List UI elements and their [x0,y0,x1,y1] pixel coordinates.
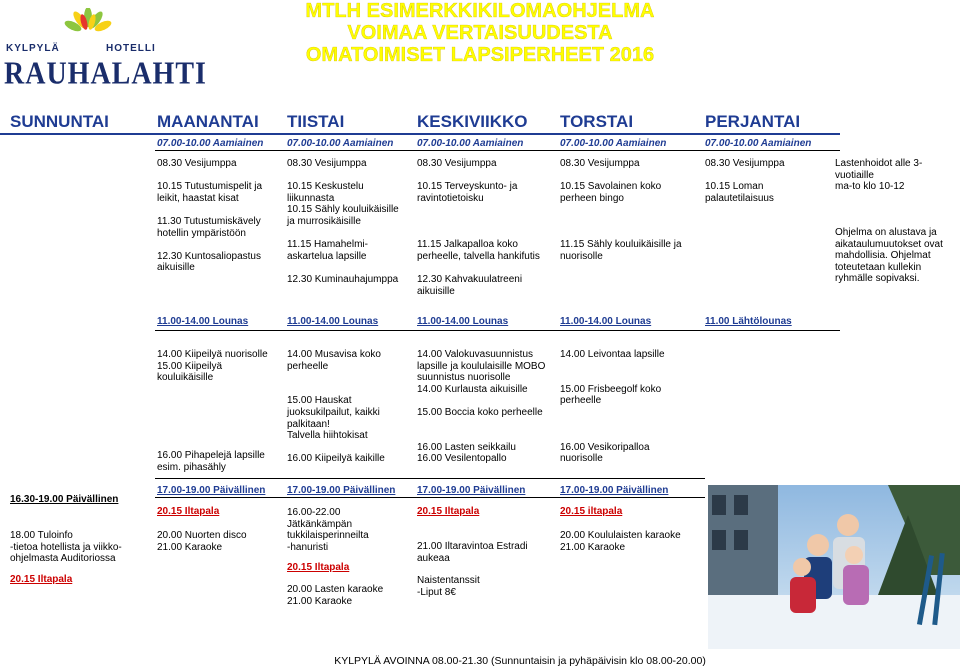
header-wednesday: KESKIVIIKKO [417,112,528,131]
afternoon-thu: 14.00 Leivontaa lapsille 15.00 Frisbeegolf koko perheelle 16.00 Vesikoripalloa nuorisolle [560,349,665,465]
afternoon-mon-b: 16.00 Pihapelejä lapsille esim. pihasähly [157,450,265,473]
dinner-divider [155,478,705,479]
breakfast-wed: 07.00-10.00 Aamiainen [417,138,524,149]
program-disclaimer: Ohjelma on alustava ja aikataulumuutokset ovat mahdollisia. Ohjelmat toteutetaan kullekin ryhmälle sopivaksi. [835,227,943,285]
afternoon-wed: 14.00 Valokuvasuunnistus lapsille ja koululaisille MOBO suunnistus nuorisolle 14.00 Kurlausta aikuisille 15.00 Boccia koko perheelle 16.00 Lasten seikkailu 16.00 Vesilentopallo [417,349,546,465]
morning-tue: 08.30 Vesijumppa 10.15 Keskustelu liikunnasta 10.15 Sähly kouluikäisille ja murrosikäisille 11.15 Hamahelmi- askartelua lapsille 12.30 Kuminauhajumppa [287,158,399,285]
childcare-note: Lastenhoidot alle 3- vuotiaille ma-to klo 10-12 [835,158,923,193]
dinner-mon: 17.00-19.00 Päivällinen [157,485,266,496]
header-thursday: TORSTAI [560,112,634,131]
header-sunday: SUNNUNTAI [10,112,109,131]
lunch-thu: 11.00-14.00 Lounas [560,316,652,327]
afternoon-mon-a: 14.00 Kiipeilyä nuorisolle 15.00 Kiipeilyä kouluikäisille [157,349,268,384]
lunch-fri: 11.00 Lähtölounas [705,316,792,327]
title-line2: VOIMAA VERTAISUUDESTA [347,22,613,44]
lunch-wed: 11.00-14.00 Lounas [417,316,509,327]
breakfast-thu: 07.00-10.00 Aamiainen [560,138,667,149]
lunch-mon: 11.00-14.00 Lounas [157,316,249,327]
iltapala-mon: 20.15 Iltapala [157,506,220,517]
morning-thu: 08.30 Vesijumppa 10.15 Savolainen koko perheen bingo 11.15 Sähly kouluikäisille ja nuorisolle [560,158,682,262]
header-friday: PERJANTAI [705,112,801,131]
dinner-sun: 16.30-19.00 Päivällinen [10,494,119,505]
breakfast-fri: 07.00-10.00 Aamiainen [705,138,812,149]
dinner-tue: 17.00-19.00 Päivällinen [287,485,396,496]
opening-hours-footer: KYLPYLÄ AVOINNA 08.00-21.30 (Sunnuntaisin ja pyhäpäivisin klo 08.00-20.00) [334,655,706,667]
evening-thu: 20.00 Koululaisten karaoke 21.00 Karaoke [560,530,681,553]
header-tuesday: TIISTAI [287,112,345,131]
iltapala-wed: 20.15 Iltapala [417,506,480,517]
breakfast-divider [155,150,840,151]
hotel-logo [4,22,207,92]
logo-hotelli: HOTELLI [106,43,156,54]
evening-tue-b: 20.00 Lasten karaoke 21.00 Karaoke [287,584,384,607]
dinner-wed: 17.00-19.00 Päivällinen [417,485,526,496]
afternoon-tue: 14.00 Musavisa koko perheelle 15.00 Hauskat juoksukilpailut, kaikki palkitaan! Talvella hiihtokisat 16.00 Kiipeilyä kaikille [287,349,385,465]
dinner-under-divider [155,497,705,498]
dinner-thu: 17.00-19.00 Päivällinen [560,485,669,496]
evening-mon: 20.00 Nuorten disco 21.00 Karaoke [157,530,247,553]
evening-sun: 18.00 Tuloinfo -tietoa hotellista ja viikko- ohjelmasta Auditoriossa [10,530,122,565]
logo-brand: RAUHALAHTI [4,56,207,92]
iltapala-sun: 20.15 Iltapala [10,574,73,585]
evening-tue-a: 16.00-22.00 Jätkänkämpän tukkilaisperinneilta -hanuristi [287,507,369,553]
evening-wed-b: Naistentanssit -Liput 8€ [417,575,480,598]
lunch-divider [155,330,840,331]
breakfast-tue: 07.00-10.00 Aamiainen [287,138,394,149]
header-divider [0,133,840,135]
iltapala-tue: 20.15 Iltapala [287,562,350,573]
header-monday: MAANANTAI [157,112,259,131]
title-line3: OMATOIMISET LAPSIPERHEET 2016 [305,44,655,66]
iltapala-thu: 20.15 iltapala [560,506,623,517]
title-line1: MTLH ESIMERKKIKILOMAOHJELMA [305,0,655,22]
flower-logo-icon [4,8,154,48]
evening-wed-a: 21.00 Iltaravintoa Estradi aukeaa [417,541,528,564]
morning-mon: 08.30 Vesijumppa 10.15 Tutustumispelit ja leikit, haastat kisat 11.30 Tutustumiskävely hotellin ympäristöön 12.30 Kuntosaliopastus aikuisille [157,158,263,274]
morning-wed: 08.30 Vesijumppa 10.15 Terveyskunto- ja ravintotietoisku 11.15 Jalkapalloa koko perheelle, talvella hankifutis 12.30 Kahvakuulatreeni aikuisille [417,158,540,297]
logo-kylpyla: KYLPYLÄ [6,43,60,54]
morning-fri: 08.30 Vesijumppa 10.15 Loman palautetilaisuus [705,158,785,204]
family-snow-photo [708,485,960,649]
lunch-tue: 11.00-14.00 Lounas [287,316,379,327]
breakfast-mon: 07.00-10.00 Aamiainen [157,138,264,149]
